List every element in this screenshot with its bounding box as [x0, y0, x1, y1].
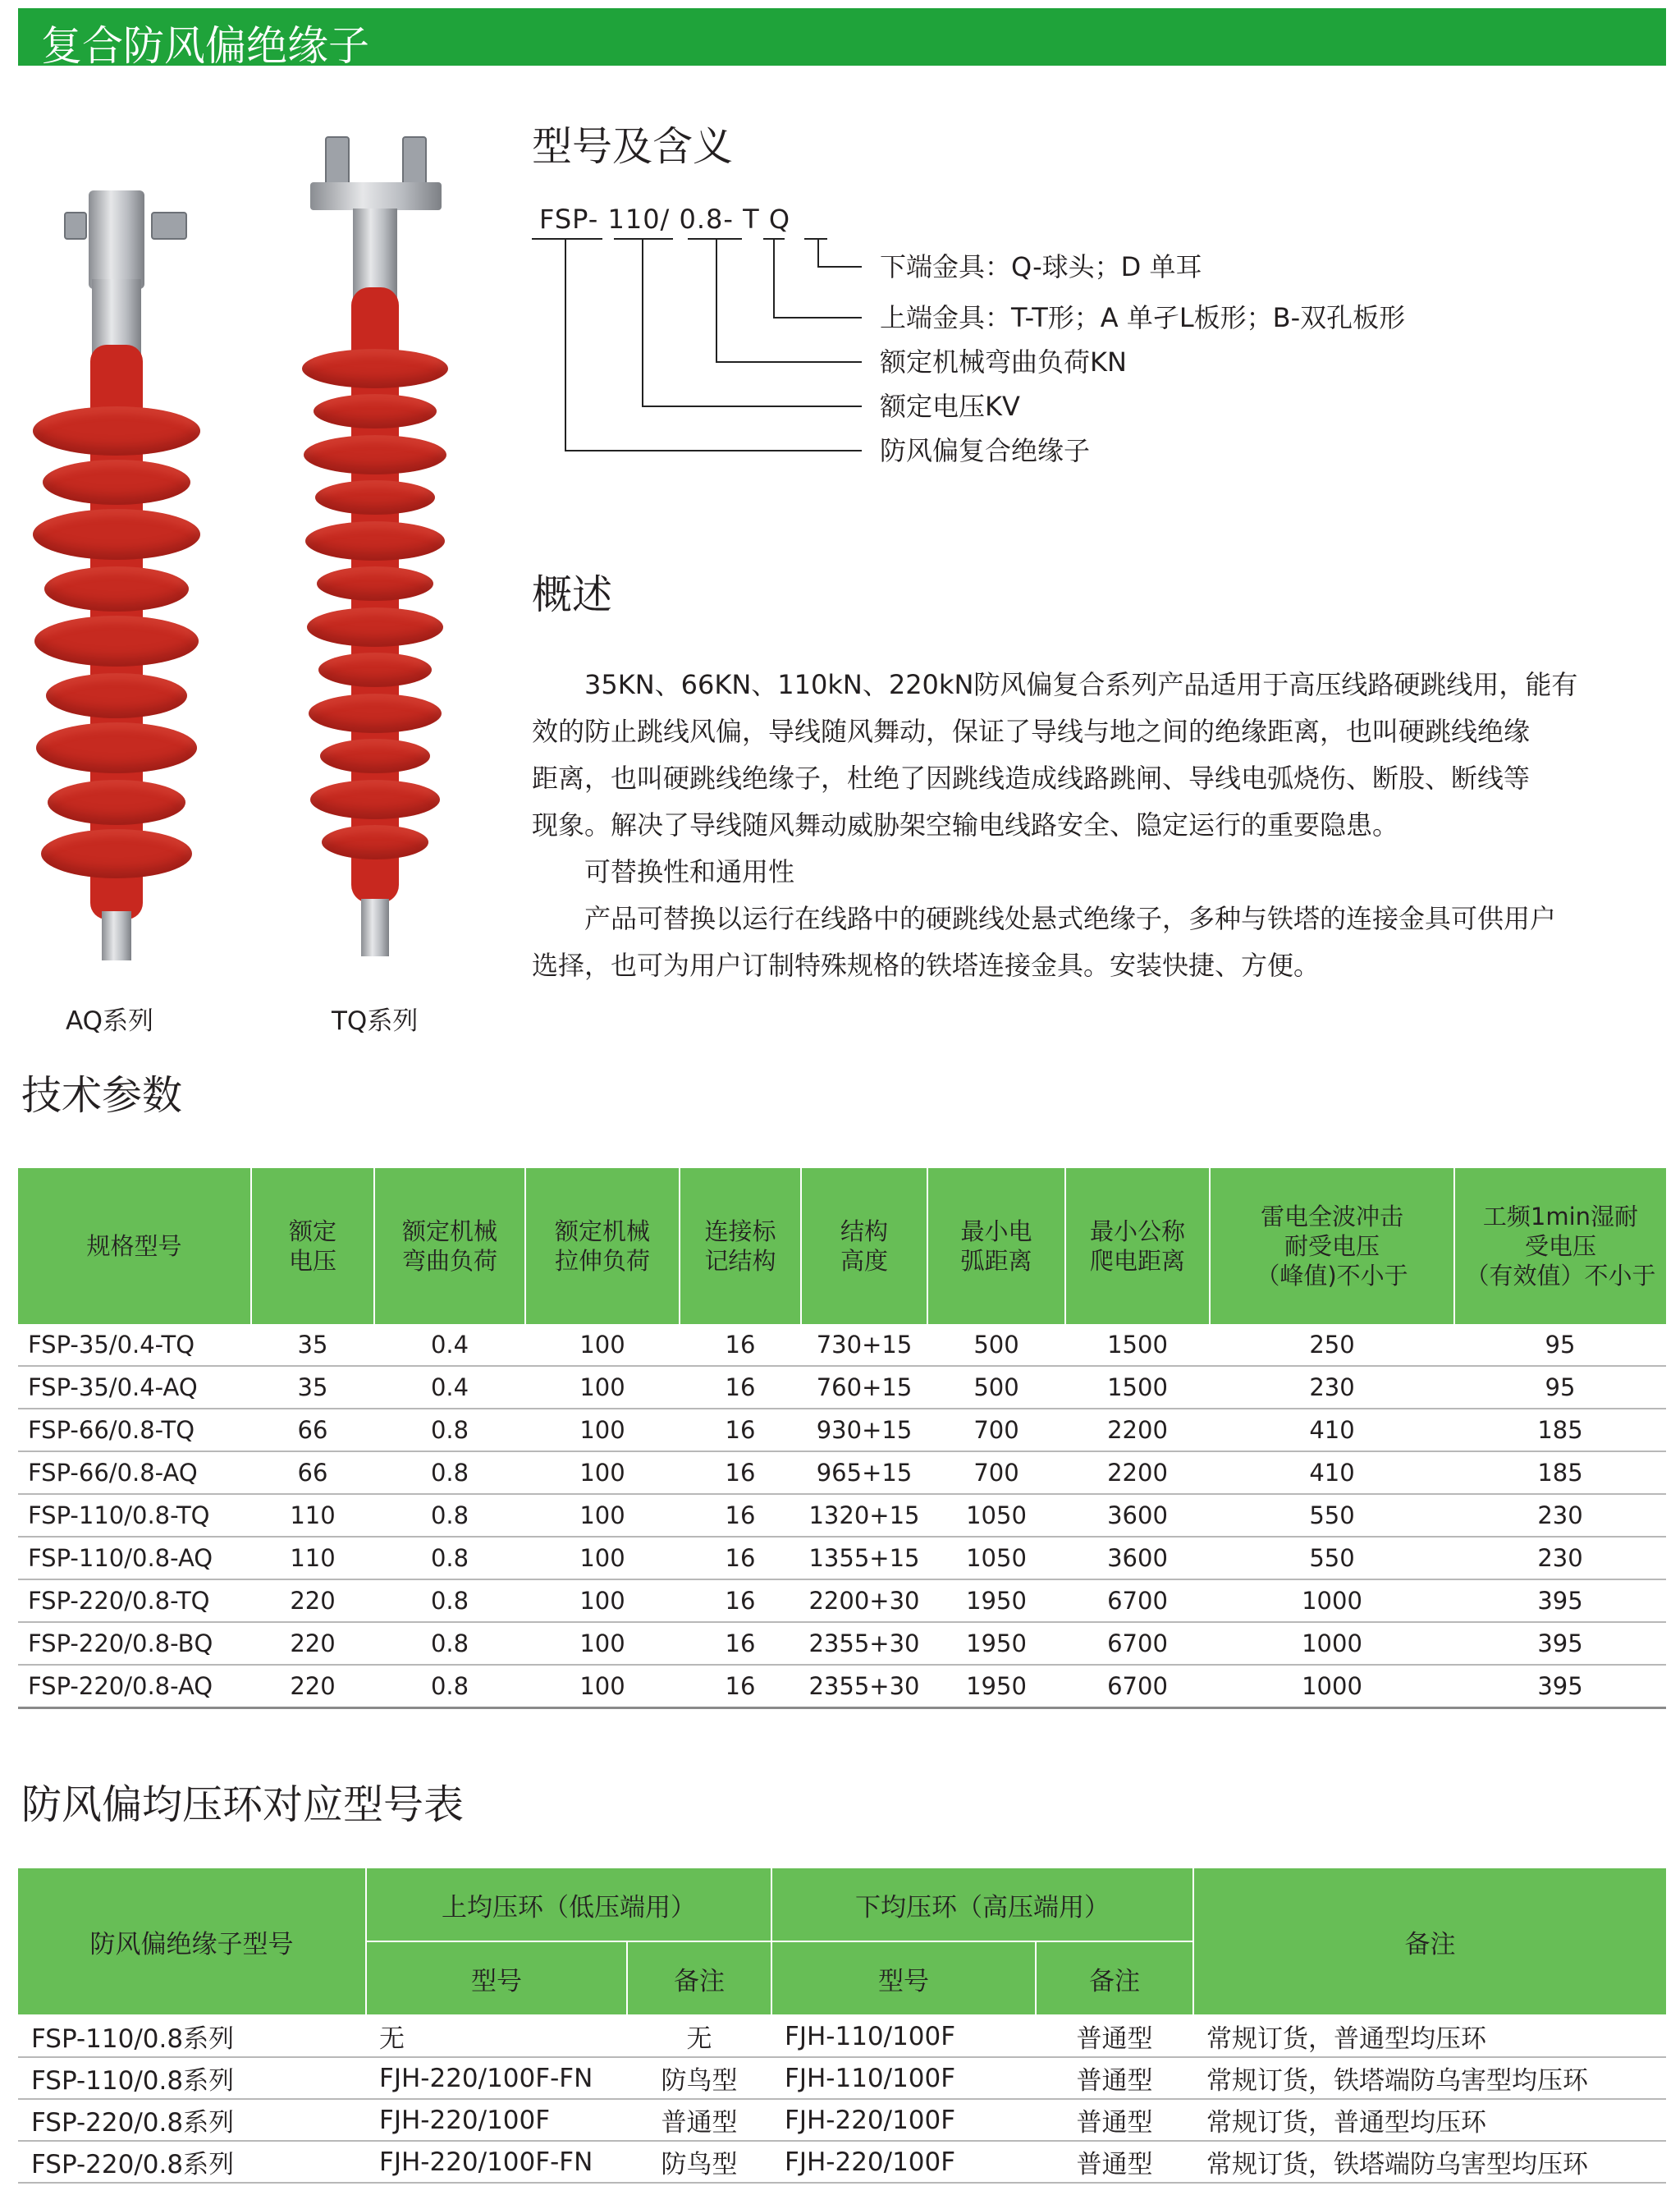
title-bar [18, 8, 1666, 70]
tech-cell: 395 [1454, 1665, 1666, 1708]
tech-cell: 6700 [1065, 1579, 1210, 1622]
tq-caption: TQ系列 [332, 1006, 419, 1036]
tech-cell-model: FSP-220/0.8-AQ [18, 1665, 251, 1708]
tech-col-header [374, 1168, 525, 1324]
ring-col-upper: 上均压环（低压端用） [366, 1868, 771, 1941]
overview-line: 距离，也叫硬跳线绝缘子，杜绝了因跳线造成线路跳闸、导线电弧烧伤、断股、断线等 [532, 763, 1531, 794]
header-line: （有效值）不小于 [1465, 1262, 1656, 1290]
ring-cell: FSP-110/0.8系列 [18, 2015, 366, 2057]
tech-cell: 1500 [1065, 1366, 1210, 1409]
tech-table-row [18, 1494, 1666, 1537]
aq-caption: AQ系列 [66, 1006, 154, 1036]
tech-cell: 410 [1210, 1451, 1454, 1494]
ring-cell: 无 [366, 2015, 627, 2057]
ring-cell: 常规订货，铁塔端防乌害型均压环 [1193, 2141, 1666, 2183]
ring-cell: 普通型 [1036, 2015, 1193, 2057]
tech-cell: 95 [1454, 1324, 1666, 1366]
header-line: 规格型号 [86, 1232, 182, 1260]
tech-cell: 3600 [1065, 1494, 1210, 1537]
ring-cell: FJH-220/100F [771, 2099, 1036, 2141]
tech-cell: 100 [525, 1579, 680, 1622]
ring-cell: 普通型 [1036, 2057, 1193, 2099]
ring-table-body [18, 2015, 1666, 2183]
ring-cell: FJH-220/100F [366, 2099, 627, 2141]
meaning-lower-fitting: 下端金具：Q-球头；D 单耳 [880, 251, 1202, 282]
tech-cell: 1000 [1210, 1579, 1454, 1622]
tech-cell: 1950 [927, 1665, 1065, 1708]
tech-cell: 16 [680, 1537, 801, 1579]
tech-cell: 185 [1454, 1451, 1666, 1494]
overview-subheading: 可替换性和通用性 [584, 856, 795, 887]
header-line: 额定机械 [554, 1217, 650, 1245]
tech-cell: 16 [680, 1622, 801, 1665]
tech-cell: 2200 [1065, 1451, 1210, 1494]
tech-cell: 100 [525, 1324, 680, 1366]
tech-heading: 技术参数 [21, 1072, 183, 1119]
tech-cell: 1000 [1210, 1622, 1454, 1665]
tech-cell: 0.4 [374, 1324, 525, 1366]
tech-cell: 500 [927, 1324, 1065, 1366]
overview-line: 选择，也可为用户订制特殊规格的铁塔连接金具。安装快捷、方便。 [532, 950, 1321, 981]
tech-cell: 760+15 [801, 1366, 927, 1409]
tech-cell-model: FSP-66/0.8-AQ [18, 1451, 251, 1494]
overview-heading: 概述 [532, 571, 613, 618]
meaning-bending-load: 额定机械弯曲负荷KN [880, 346, 1127, 378]
tech-cell: 220 [251, 1665, 374, 1708]
tech-cell: 230 [1210, 1366, 1454, 1409]
tech-table-row [18, 1537, 1666, 1579]
tech-cell: 965+15 [801, 1451, 927, 1494]
tech-cell: 2355+30 [801, 1622, 927, 1665]
tech-cell: 16 [680, 1451, 801, 1494]
overview-line: 效的防止跳线风偏，导线随风舞动，保证了导线与地之间的绝缘距离，也叫硬跳线绝缘 [532, 716, 1531, 747]
model-code: FSP- 110/ 0.8- T Q [539, 204, 791, 235]
tech-cell: 500 [927, 1366, 1065, 1409]
header-line: 记结构 [704, 1247, 776, 1275]
tech-cell: 100 [525, 1451, 680, 1494]
ring-cell: FSP-110/0.8系列 [18, 2057, 366, 2099]
tech-cell: 550 [1210, 1537, 1454, 1579]
overview-text [532, 662, 1664, 989]
ring-cell: FSP-220/0.8系列 [18, 2099, 366, 2141]
tech-cell-model: FSP-110/0.8-AQ [18, 1537, 251, 1579]
tech-cell: 100 [525, 1537, 680, 1579]
tech-cell: 220 [251, 1579, 374, 1622]
tech-cell: 66 [251, 1451, 374, 1494]
tech-cell: 230 [1454, 1537, 1666, 1579]
overview-line: 35KN、66KN、110kN、220kN防风偏复合系列产品适用于高压线路硬跳线用，能有 [584, 669, 1578, 700]
header-line: 最小电 [960, 1217, 1032, 1245]
header-line: 弯曲负荷 [401, 1247, 497, 1275]
header-line: 耐受电压 [1284, 1232, 1380, 1260]
header-line: 额定 [288, 1217, 336, 1245]
ring-cell: 普通型 [627, 2099, 771, 2141]
tech-cell: 1355+15 [801, 1537, 927, 1579]
tech-cell-model: FSP-35/0.4-TQ [18, 1324, 251, 1366]
ring-cell: 常规订货，铁塔端防乌害型均压环 [1193, 2057, 1666, 2099]
tech-cell: 395 [1454, 1622, 1666, 1665]
ring-cell: FJH-220/100F-FN [366, 2057, 627, 2099]
header-line: 工频1min湿耐 [1482, 1203, 1639, 1231]
tech-cell: 0.8 [374, 1494, 525, 1537]
tech-cell: 100 [525, 1622, 680, 1665]
tech-col-header [680, 1168, 801, 1324]
tech-cell: 1950 [927, 1622, 1065, 1665]
meaning-upper-fitting: 上端金具：T-T形；A 单孑L板形；B-双孔板形 [880, 302, 1406, 333]
tech-table-row [18, 1579, 1666, 1622]
meaning-rated-voltage: 额定电压KV [880, 391, 1020, 422]
header-line: 高度 [840, 1247, 888, 1275]
tech-cell: 16 [680, 1409, 801, 1451]
tech-header-row [18, 1168, 1666, 1324]
ring-cell: FSP-220/0.8系列 [18, 2141, 366, 2183]
tech-cell: 3600 [1065, 1537, 1210, 1579]
tech-cell: 1050 [927, 1537, 1065, 1579]
tech-col-header [525, 1168, 680, 1324]
tech-col-header [927, 1168, 1065, 1324]
tech-col-header [251, 1168, 374, 1324]
tech-cell: 0.8 [374, 1579, 525, 1622]
header-line: 爬电距离 [1089, 1247, 1185, 1275]
ring-table-row [18, 2141, 1666, 2183]
ring-heading: 防风偏均压环对应型号表 [21, 1781, 465, 1828]
tech-cell: 0.8 [374, 1537, 525, 1579]
tech-cell: 550 [1210, 1494, 1454, 1537]
tech-col-header [1210, 1168, 1454, 1324]
header-line: （峰值)不小于 [1256, 1262, 1408, 1290]
tech-cell: 395 [1454, 1579, 1666, 1622]
tech-cell: 110 [251, 1537, 374, 1579]
tech-cell: 6700 [1065, 1622, 1210, 1665]
tech-cell: 16 [680, 1324, 801, 1366]
tech-cell-model: FSP-110/0.8-TQ [18, 1494, 251, 1537]
tech-cell: 700 [927, 1409, 1065, 1451]
ring-cell: 防鸟型 [627, 2141, 771, 2183]
tech-cell: 0.4 [374, 1366, 525, 1409]
tech-cell-model: FSP-35/0.4-AQ [18, 1366, 251, 1409]
tech-table-row [18, 1665, 1666, 1708]
ring-col-model: 防风偏绝缘子型号 [18, 1868, 366, 2015]
tech-cell: 250 [1210, 1324, 1454, 1366]
ring-cell: 普通型 [1036, 2141, 1193, 2183]
header-line: 电压 [288, 1247, 336, 1275]
ring-cell: 普通型 [1036, 2099, 1193, 2141]
tech-col-header [1454, 1168, 1666, 1324]
tech-cell: 35 [251, 1366, 374, 1409]
ring-col-remark: 备注 [1193, 1868, 1666, 2015]
tech-cell: 100 [525, 1409, 680, 1451]
ring-cell: FJH-220/100F-FN [366, 2141, 627, 2183]
ring-cell: 防鸟型 [627, 2057, 771, 2099]
tech-table-row [18, 1324, 1666, 1366]
tech-col-header [1065, 1168, 1210, 1324]
tech-cell: 230 [1454, 1494, 1666, 1537]
tech-cell-model: FSP-66/0.8-TQ [18, 1409, 251, 1451]
tech-cell: 410 [1210, 1409, 1454, 1451]
ring-cell: 常规订货，普通型均压环 [1193, 2015, 1666, 2057]
tech-cell: 100 [525, 1665, 680, 1708]
tech-cell: 1950 [927, 1579, 1065, 1622]
header-line: 弧距离 [960, 1247, 1032, 1275]
header-line: 拉伸负荷 [554, 1247, 650, 1275]
ring-table [18, 1868, 1666, 2184]
tech-cell: 2200 [1065, 1409, 1210, 1451]
tech-col-header [18, 1168, 251, 1324]
ring-col-lower: 下均压环（高压端用） [771, 1868, 1193, 1941]
ring-cell: FJH-110/100F [771, 2015, 1036, 2057]
ring-cell: FJH-220/100F [771, 2141, 1036, 2183]
tech-table-row [18, 1451, 1666, 1494]
tech-cell: 0.8 [374, 1622, 525, 1665]
ring-table-row [18, 2057, 1666, 2099]
tech-cell: 1500 [1065, 1324, 1210, 1366]
tech-cell: 700 [927, 1451, 1065, 1494]
header-line: 结构 [840, 1217, 888, 1245]
header-line: 最小公称 [1089, 1217, 1185, 1245]
tech-cell: 16 [680, 1665, 801, 1708]
tech-table-row [18, 1409, 1666, 1451]
ring-table-row [18, 2099, 1666, 2141]
page-title: 复合防风偏绝缘子 [41, 22, 369, 70]
tech-cell: 1050 [927, 1494, 1065, 1537]
ring-table-row [18, 2015, 1666, 2057]
tech-cell: 930+15 [801, 1409, 927, 1451]
tech-cell: 2355+30 [801, 1665, 927, 1708]
overview-line: 现象。解决了导线随风舞动威胁架空输电线路安全、隐定运行的重要隐患。 [532, 809, 1399, 841]
tech-cell: 66 [251, 1409, 374, 1451]
tech-cell-model: FSP-220/0.8-TQ [18, 1579, 251, 1622]
tech-cell: 220 [251, 1622, 374, 1665]
tech-cell: 16 [680, 1494, 801, 1537]
header-line: 受电压 [1524, 1232, 1596, 1260]
ring-cell: 无 [627, 2015, 771, 2057]
tech-cell: 0.8 [374, 1451, 525, 1494]
meaning-product-name: 防风偏复合绝缘子 [880, 435, 1091, 466]
header-line: 连接标 [704, 1217, 776, 1245]
tech-cell: 100 [525, 1494, 680, 1537]
tech-cell: 185 [1454, 1409, 1666, 1451]
tech-cell-model: FSP-220/0.8-BQ [18, 1622, 251, 1665]
tech-col-header [801, 1168, 927, 1324]
ring-sub-remark: 备注 [627, 1941, 771, 2015]
tech-cell: 100 [525, 1366, 680, 1409]
ring-cell: 常规订货，普通型均压环 [1193, 2099, 1666, 2141]
tech-cell: 1320+15 [801, 1494, 927, 1537]
tech-cell: 16 [680, 1579, 801, 1622]
ring-sub-model: 型号 [366, 1941, 627, 2015]
model-heading: 型号及含义 [532, 123, 734, 170]
tech-cell: 2200+30 [801, 1579, 927, 1622]
tech-table-row [18, 1366, 1666, 1409]
ring-cell: FJH-110/100F [771, 2057, 1036, 2099]
ring-sub-model: 型号 [771, 1941, 1036, 2015]
tech-cell: 110 [251, 1494, 374, 1537]
tech-table-body [18, 1324, 1666, 1708]
overview-line: 产品可替换以运行在线路中的硬跳线处悬式绝缘子，多种与铁塔的连接金具可供用户 [584, 903, 1557, 934]
tech-cell: 6700 [1065, 1665, 1210, 1708]
ring-header-row [18, 1868, 1666, 1941]
tech-table-row [18, 1622, 1666, 1665]
tech-cell: 1000 [1210, 1665, 1454, 1708]
tech-table [18, 1168, 1666, 1709]
tech-cell: 730+15 [801, 1324, 927, 1366]
header-line: 雷电全波冲击 [1260, 1203, 1403, 1231]
tech-cell: 95 [1454, 1366, 1666, 1409]
tech-cell: 16 [680, 1366, 801, 1409]
ring-sub-remark: 备注 [1036, 1941, 1193, 2015]
header-line: 额定机械 [401, 1217, 497, 1245]
tech-cell: 0.8 [374, 1409, 525, 1451]
tech-cell: 0.8 [374, 1665, 525, 1708]
tech-cell: 35 [251, 1324, 374, 1366]
